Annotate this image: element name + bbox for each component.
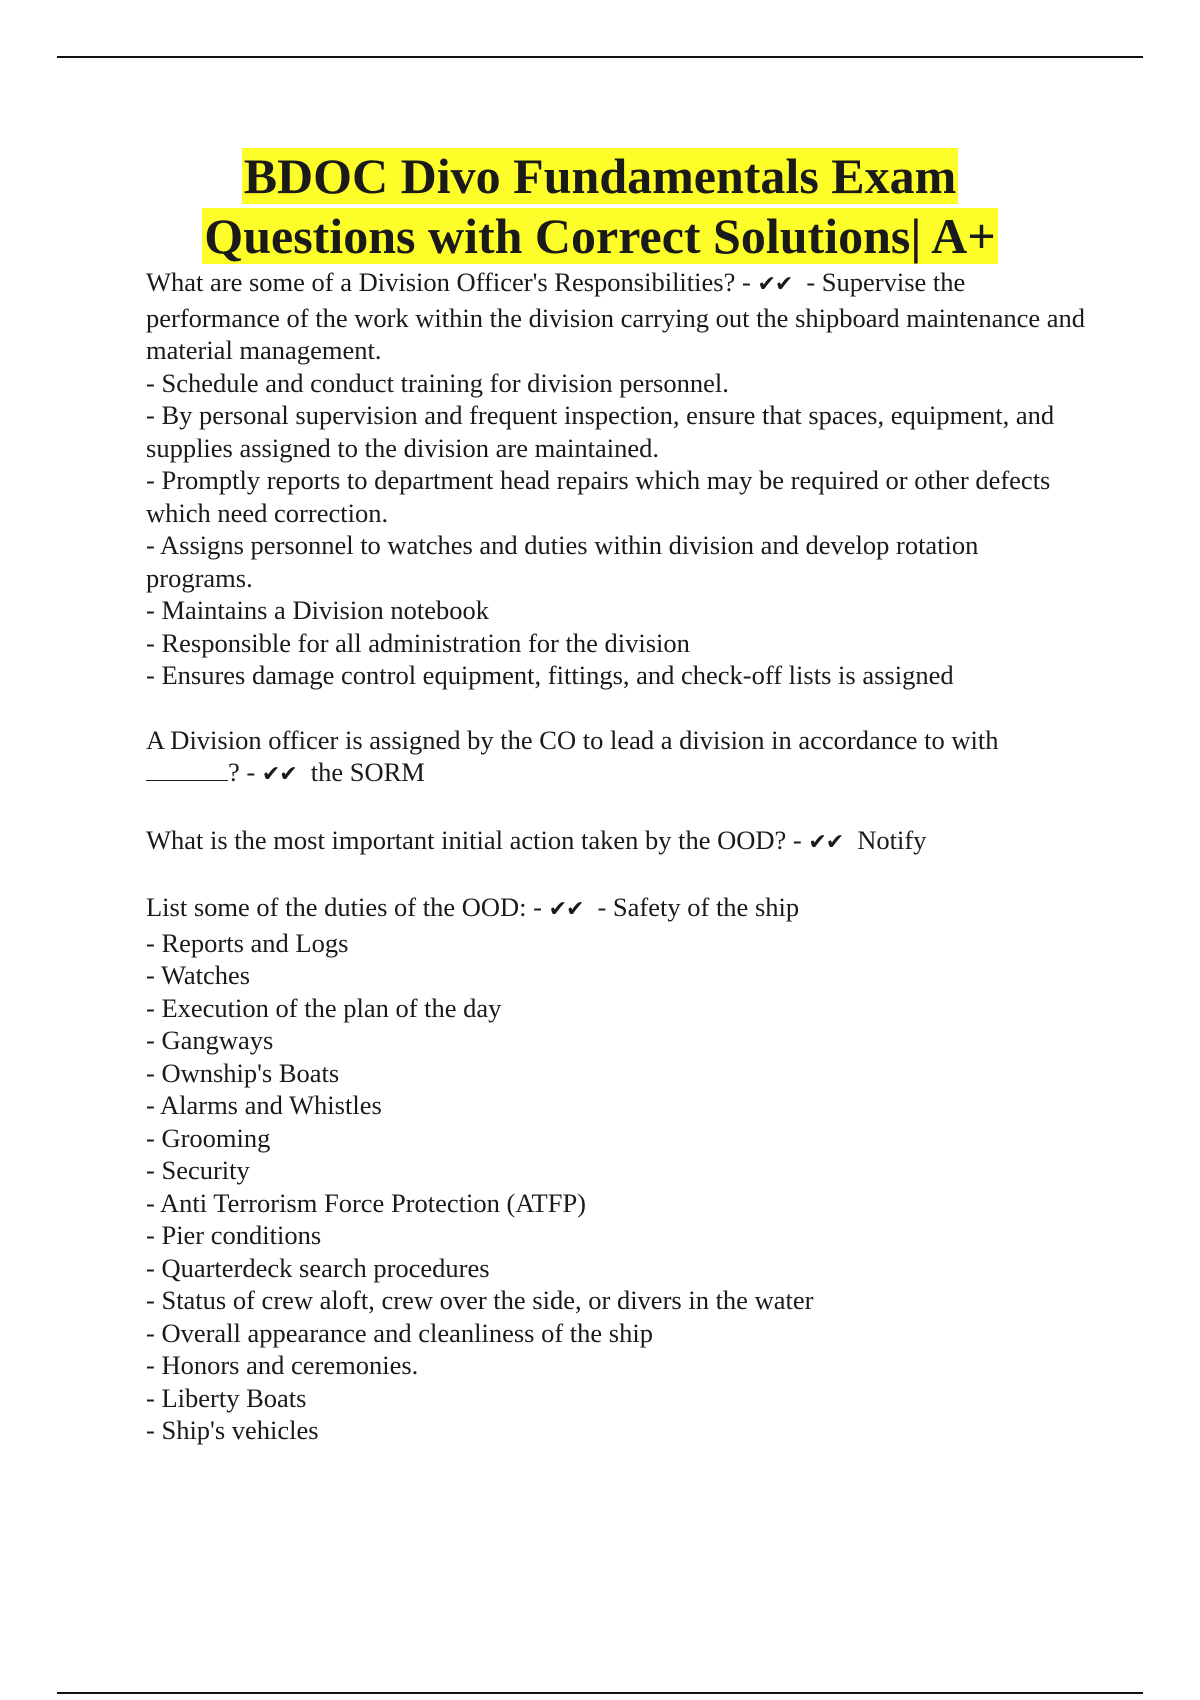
list-item: - Ownship's Boats (146, 1057, 340, 1088)
list-item: - Quarterdeck search procedures (146, 1252, 490, 1283)
qa-2-question-line (146, 724, 1086, 792)
answer-text: the SORM (310, 757, 425, 787)
qa-4-question-line (146, 891, 1086, 927)
title-line-1 (0, 146, 1200, 206)
answer-list (146, 927, 1086, 1447)
question-text: A Division officer is assigned by the CO to lead a division in accordance to with (146, 724, 999, 755)
list-item: - Ensures damage control equipment, fittings, and check-off lists is assigned (146, 660, 954, 690)
qa-block-3 (146, 824, 1086, 860)
list-item: - Reports and Logs (146, 927, 349, 958)
question-text-end: ? - (228, 757, 256, 787)
bottom-rule (57, 1692, 1143, 1694)
list-item: - Ship's vehicles (146, 1415, 319, 1445)
list-item: - Alarms and Whistles (146, 1090, 382, 1120)
title-highlight-2: Questions with Correct Solutions| A+ (204, 208, 996, 264)
list-item: - Maintains a Division notebook (146, 595, 489, 625)
double-checkmark-icon: ✔✔ (808, 829, 844, 855)
qa-1-question-line (146, 266, 1086, 367)
list-item: - Status of crew aloft, crew over the side, or divers in the water (146, 1285, 814, 1315)
qa-block-4 (146, 891, 1086, 1447)
answer-text: - Safety of the ship (597, 892, 800, 922)
answer-list (146, 367, 1086, 692)
question-text: What are some of a Division Officer's Responsibilities? - (146, 267, 751, 297)
question-text: What is the most important initial action taken by the OOD? - (146, 824, 802, 855)
question-text: List some of the duties of the OOD: - (146, 892, 542, 922)
list-item: - Liberty Boats (146, 1382, 307, 1413)
fill-in-blank (146, 758, 228, 781)
double-checkmark-icon: ✔✔ (757, 272, 793, 297)
qa-block-1 (146, 266, 1086, 692)
double-checkmark-icon: ✔✔ (261, 762, 297, 787)
top-rule (57, 56, 1143, 58)
list-item: - Pier conditions (146, 1220, 322, 1250)
list-item: - Watches (146, 960, 251, 990)
double-checkmark-icon: ✔✔ (548, 897, 584, 922)
list-item: - Promptly reports to department head repairs which may be required or other defects which need correction. (146, 465, 1051, 528)
list-item: - Security (146, 1155, 250, 1185)
list-item: - By personal supervision and frequent inspection, ensure that spaces, equipment, and supplies assigned to the division are maintained. (146, 400, 1055, 463)
list-item: - Honors and ceremonies. (146, 1350, 419, 1380)
list-item: - Grooming (146, 1122, 271, 1153)
title-highlight-1: BDOC Divo Fundamentals Exam (243, 148, 957, 204)
list-item: - Gangways (146, 1025, 274, 1055)
document-body (146, 266, 1086, 1479)
list-item: - Execution of the plan of the day (146, 992, 502, 1023)
list-item: - Anti Terrorism Force Protection (ATFP) (146, 1187, 587, 1218)
list-item: - Responsible for all administration for the division (146, 627, 690, 658)
list-item: - Overall appearance and cleanliness of the ship (146, 1317, 653, 1348)
qa-3-question-line (146, 824, 1086, 860)
page-title (0, 146, 1200, 266)
qa-block-2 (146, 724, 1086, 792)
list-item: - Schedule and conduct training for division personnel. (146, 367, 729, 398)
title-line-2 (0, 206, 1200, 266)
answer-text: - Supervise the performance of the work within the division carrying out the shipboard maintenance and material management. (146, 267, 1085, 365)
list-item: - Assigns personnel to watches and duties within division and develop rotation programs. (146, 530, 979, 593)
answer-text: Notify (857, 824, 927, 855)
